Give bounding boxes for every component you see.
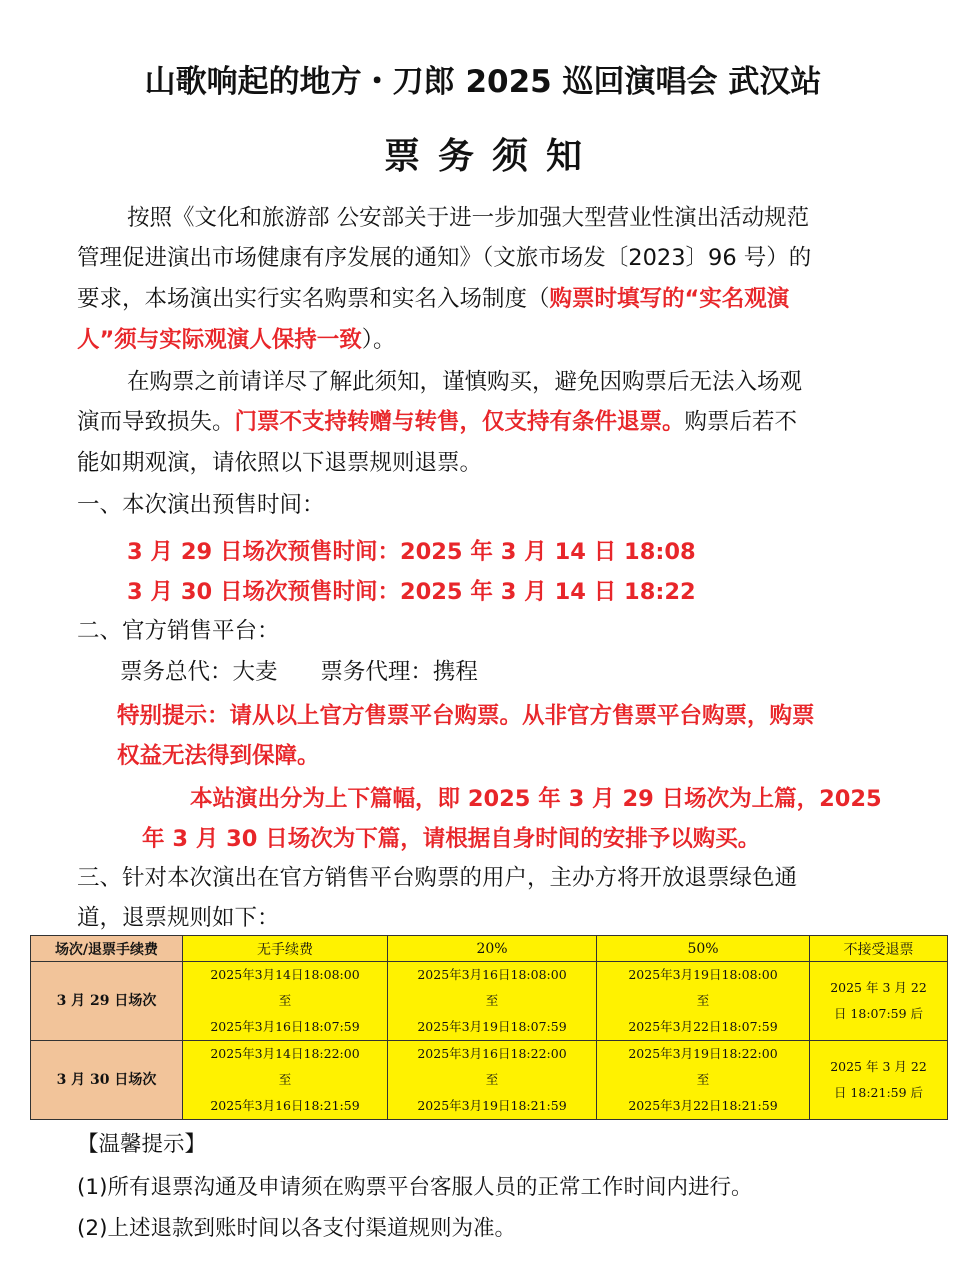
intro-text: 演而导致损失。 [77,409,235,435]
window-start: 2025年3月19日18:22:00 [628,1046,778,1061]
window-to: 至 [485,1072,499,1087]
intro-line [77,279,789,319]
window-end: 2025年3月16日18:07:59 [210,1019,360,1034]
refund-window-cell [597,962,810,1041]
window-to: 至 [696,993,710,1008]
section-2-heading: 二、官方销售平台： [77,618,280,644]
intro-line [77,402,797,442]
window-to: 至 [278,993,292,1008]
intro-line [77,320,396,360]
refund-window-cell [597,1041,810,1120]
no-refund-cell: 2025 年 3 月 22 日 18:21:59 后 [810,1041,948,1120]
refund-window-cell [183,962,388,1041]
intro-line: 在购票之前请详尽了解此须知，谨慎购买，避免因购票后无法入场观 [127,369,803,395]
tip-item: (2)上述退款到账时间以各支付渠道规则为准。 [77,1216,516,1241]
window-to: 至 [278,1072,292,1087]
no-transfer-warning: 门票不支持转赠与转售，仅支持有条件退票。 [234,409,685,435]
table-row [31,1041,948,1120]
window-start: 2025年3月16日18:22:00 [417,1046,567,1061]
tip-item: (1)所有退票沟通及申请须在购票平台客服人员的正常工作时间内进行。 [77,1175,753,1200]
realname-warning: 人”须与实际观演人保持一致 [77,327,362,353]
intro-text: 购票后若不 [684,409,798,435]
refund-window-cell [183,1041,388,1120]
row-label: 3 月 30 日场次 [31,1041,183,1120]
window-end: 2025年3月19日18:07:59 [417,1019,567,1034]
intro-line: 能如期观演，请依照以下退票规则退票。 [77,450,483,476]
window-to: 至 [485,993,499,1008]
realname-warning: 购票时填写的“实名观演 [549,286,790,312]
window-start: 2025年3月14日18:22:00 [210,1046,360,1061]
section-3-heading: 三、针对本次演出在官方销售平台购票的用户，主办方将开放退票绿色通 [77,865,798,891]
window-end: 2025年3月19日18:21:59 [417,1098,567,1113]
no-refund-cell: 2025 年 3 月 22 日 18:07:59 后 [810,962,948,1041]
window-start: 2025年3月19日18:08:00 [628,967,778,982]
row-label: 3 月 29 日场次 [31,962,183,1041]
presale-time-0330: 3 月 30 日场次预售时间：2025 年 3 月 14 日 18:22 [127,579,696,605]
table-header-cell: 不接受退票 [810,936,948,962]
intro-text: ）。 [361,327,396,353]
refund-window-cell [388,962,597,1041]
table-row [31,962,948,1041]
intro-text: 要求，本场演出实行实名购票和实名入场制度（ [77,286,550,312]
page-title: 山歌响起的地方・刀郎 2025 巡回演唱会 武汉站 [144,64,822,100]
window-end: 2025年3月16日18:21:59 [210,1098,360,1113]
section-3-heading: 道，退票规则如下： [77,905,280,931]
window-end: 2025年3月22日18:21:59 [628,1098,778,1113]
table-header-cell: 无手续费 [183,936,388,962]
show-split-note: 年 3 月 30 日场次为下篇，请根据自身时间的安排予以购买。 [142,826,761,852]
window-start: 2025年3月16日18:08:00 [417,967,567,982]
special-tip-line: 特别提示：请从以上官方售票平台购票。从非官方售票平台购票，购票 [117,703,815,729]
table-header-row [31,936,948,962]
section-1-heading: 一、本次演出预售时间： [77,492,325,518]
refund-window-cell [388,1041,597,1120]
window-to: 至 [696,1072,710,1087]
special-tip-line: 权益无法得到保障。 [117,743,320,769]
window-start: 2025年3月14日18:08:00 [210,967,360,982]
presale-time-0329: 3 月 29 日场次预售时间：2025 年 3 月 14 日 18:08 [127,539,696,565]
show-split-note: 本站演出分为上下篇幅，即 2025 年 3 月 29 日场次为上篇，2025 [190,786,882,812]
table-header-cell: 场次/退票手续费 [31,936,183,962]
table-header-cell: 20% [388,936,597,962]
tips-heading: 【温馨提示】 [77,1132,207,1157]
page-subtitle: 票务须知 [383,136,600,177]
table-header-cell: 50% [597,936,810,962]
intro-line: 按照《文化和旅游部 公安部关于进一步加强大型营业性演出活动规范 [127,205,810,231]
refund-rules-table [30,935,948,1120]
window-end: 2025年3月22日18:07:59 [628,1019,778,1034]
intro-line: 管理促进演出市场健康有序发展的通知》（文旅市场发〔2023〕96 号）的 [77,245,812,271]
official-platforms: 票务总代：大麦 票务代理：携程 [120,659,478,685]
